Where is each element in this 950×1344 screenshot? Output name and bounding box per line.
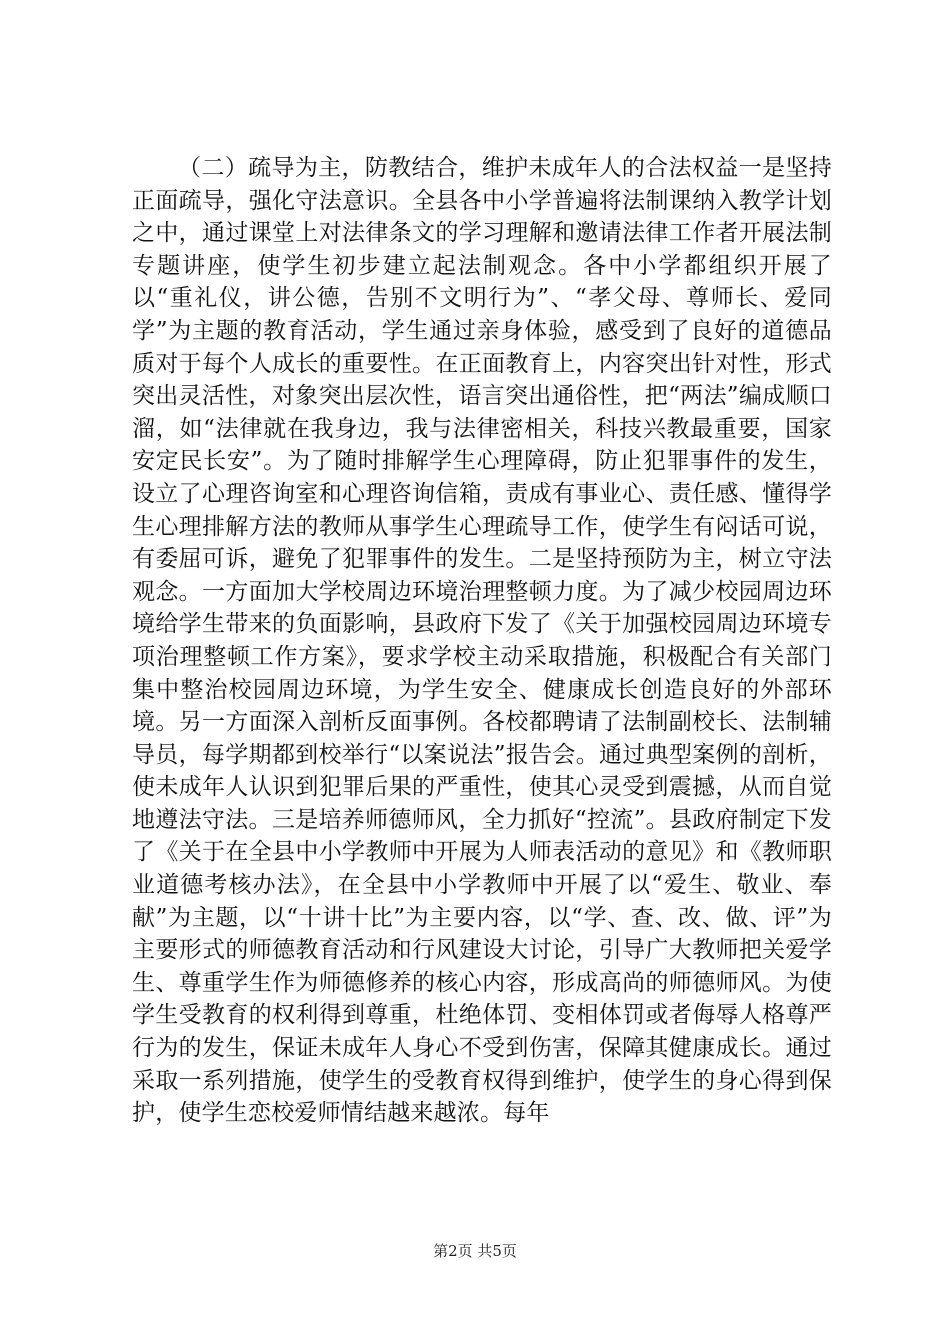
page-number-footer: 第2页 共5页 [433, 1242, 517, 1260]
body-paragraph: （二）疏导为主，防教结合，维护未成年人的合法权益一是坚持正面疏导，强化守法意识。全县各中小学普遍将法制课纳入教学计划之中，通过课堂上对法律条文的学习理解和邀请法律工作者开展法制专题讲座，使学生初步建立起法制观念。各中小学都组织开展了以“重礼仪，讲公德，告别不文明行为”、“孝父母、尊师长、爱同学”为主题的教育活动，学生通过亲身体验，感受到了良好的道德品质对于每个人成长的重要性。在正面教育上，内容突出针对性，形式突出灵活性，对象突出层次性，语言突出通俗性，把“两法”编成顺口溜，如“法律就在我身边，我与法律密相关，科技兴教最重要，国家安定民长安”。为了随时排解学生心理障碍，防止犯罪事件的发生，设立了心理咨询室和心理咨询信箱，责成有事业心、责任感、懂得学生心理排解方法的教师从事学生心理疏导工作，使学生有闷话可说，有委屈可诉，避免了犯罪事件的发生。二是坚持预防为主，树立守法观念。一方面加大学校周边环境治理整顿力度。为了减少校园周边环境给学生带来的负面影响，县政府下发了《关于加强校园周边环境专项治理整顿工作方案》，要求学校主动采取措施，积极配合有关部门集中整治校园周边环境，为学生安全、健康成长创造良好的外部环境。另一方面深入剖析反面事例。各校都聘请了法制副校长、法制辅导员，每学期都到校举行“以案说法”报告会。通过典型案例的剖析，使未成年人认识到犯罪后果的严重性，使其心灵受到震撼，从而自觉地遵法守法。三是培养师德师风，全力抓好“控流”。县政府制定下发了《关于在全县中小学教师中开展为人师表活动的意见》和《教师职业道德考核办法》，在全县中小学教师中开展了以“爱生、敬业、奉献”为主题，以“十讲十比”为主要内容，以“学、查、改、做、评”为主要形式的师德教育活动和行风建设大讨论，引导广大教师把关爱学生、尊重学生作为师德修养的核心内容，形成高尚的师德师风。为使学生受教育的权利得到尊重，杜绝体罚、变相体罚或者侮辱人格尊严行为的发生，保证未成年人身心不受到伤害，保障其健康成长。通过采取一系列措施，使学生的受教育权得到维护，使学生的身心得到保护，使学生恋校爱师情结越来越浓。每年 [132, 155, 832, 1127]
